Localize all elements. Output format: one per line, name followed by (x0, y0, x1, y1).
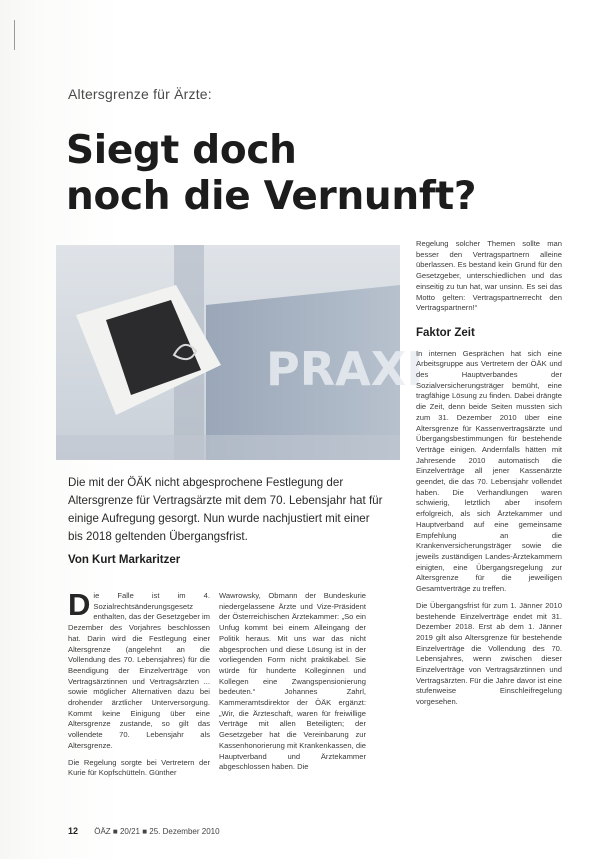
column-3-paragraph-2: In internen Gesprächen hat sich eine Arbeitsgruppe aus Vertretern der ÖÄK und des Hauptverbandes der Sozialversicherungsträger bemüht, eine tragfähige Lösung zu finden. Dabei drängte die Zeit, denn beide Seiten mussten sich zum 31. Dezember 2010 über eine Altersgrenze für Kassenvertragsärzte und Übergangsbestimmungen für bestehende Verträge einigen. Andernfalls hätten mit Jahresende 2010 automatisch die Einzelverträge all jener Kassenärzte geendet, die das 70. Lebensjahr vollendet haben. Die Verhandlungen waren schwierig, letztlich aber insofern erfolgreich, als sich Ärztekammer und Hauptverband auf eine gemeinsame Empfehlung an die Krankenversicherungsträger sowie die jeweils zuständigen Landes-Ärztekammern einigten, eine Übergangsregelung zur Altersgrenze für die jeweiligen Gesamtverträge zu treffen. (416, 348, 562, 594)
photo-ground (56, 435, 400, 460)
headline-line-1: Siegt doch (66, 128, 297, 173)
column-1-paragraph-1 (68, 587, 210, 752)
lead-paragraph (68, 474, 386, 546)
headline-line-2: noch die Vernunft? (66, 174, 477, 219)
body-column-3 (416, 239, 562, 714)
column-1-text-1: ie Falle ist im 4. Sozialrechtsänderungsgesetz enthalten, das der Gesetzgeber im Dezember des Vorjahres beschlossen hat. Darin wird die Festlegung einer Altersgrenze (angelehnt an die Vollendung des 70. Lebensjahres) für die Beendigung der Einzelverträge von Vertragsärztinnen und Vertragsärzten ... sowie möglicher Alternativen dazu bei drohender ärztlicher Unterversorgung. Kommt keine Einigung über eine Altersgrenze zustande, so gilt das vollendete 70. Lebensjahr als Altersgrenze. (68, 591, 210, 750)
publication-info: ÖÄZ ■ 20/21 ■ 25. Dezember 2010 (94, 827, 220, 836)
sign-lettering: PRAXI (266, 342, 424, 396)
praxis-sign-illustration (56, 245, 424, 460)
article-headline (66, 128, 566, 220)
page-footer (68, 826, 220, 836)
author-byline: Von Kurt Markaritzer (68, 554, 181, 566)
lead-text: Die mit der ÖÄK nicht abgesprochene Festlegung der Altersgrenze für Vertragsärzte mit dem 70. Lebensjahr hat für einige Aufregung gesorgt. Nun wurde nachjustiert mit einer bis 2018 geltenden Übergangsfrist. (68, 476, 383, 543)
column-1-paragraph-2: Die Regelung sorgte bei Vertretern der Kurie für Kopfschütteln. Günther (68, 757, 210, 778)
body-column-2 (219, 591, 366, 779)
column-3-paragraph-1: Regelung solcher Themen sollte man besser den Vertragspartnern alleine überlassen. Es bestand kein Grund für den Gesetzgeber, unterschiedlichen und das einseitig zu tun hat, war unsinn. Es sei das Motto gelten: Vertragspartnerrecht den Vertragspartnern!“ (416, 239, 562, 313)
page-number: 12 (68, 826, 79, 836)
body-column-1 (68, 587, 210, 785)
column-3-paragraph-3: Die Übergangsfrist für zum 1. Jänner 2010 bestehende Einzelverträge endet mit 31. Dezember 2018. Erst ab dem 1. Jänner 2019 gilt also Altersgrenze für bestehende Einzelverträge die Vollendung des 70. Lebensjahres, wenn zwischen dieser Einzelverträge von Vertragsärztinnen und Vertragsärzten. Für die Jahre davor ist eine stufenweise Einschleifregelung vorgesehen. (416, 600, 562, 707)
article-kicker: Altersgrenze für Ärzte: (68, 86, 212, 102)
binding-mark (14, 20, 15, 50)
article-photo (56, 245, 424, 460)
section-subhead: Faktor Zeit (416, 326, 475, 339)
column-2-paragraph-1: Wawrowsky, Obmann der Bundeskurie niedergelassene Ärzte und Vize-Präsident der Österreichischen Ärztekammer: „So ein Unfug kommt bei einem Alleingang der Politik heraus. Mit uns war das nicht abgesprochen und diese Lösung ist in der vorliegenden Form nicht praktikabel. Sie würde für hunderte Kolleginnen und Kollegen eine Zwangspensionierung bedeuten.“ Johannes Zahrl, Kammeramtsdirektor der ÖÄK ergänzt: „Wir, die Ärzteschaft, waren für freiwillige Verträge mit allen Beteiligten; der Gesetzgeber hat die Vereinbarung zur Kassenhonorierung mit Krankenkassen, die Hauptverband und Ärztekammer abgeschlossen haben. Die (219, 591, 366, 772)
drop-cap: D (68, 587, 91, 622)
